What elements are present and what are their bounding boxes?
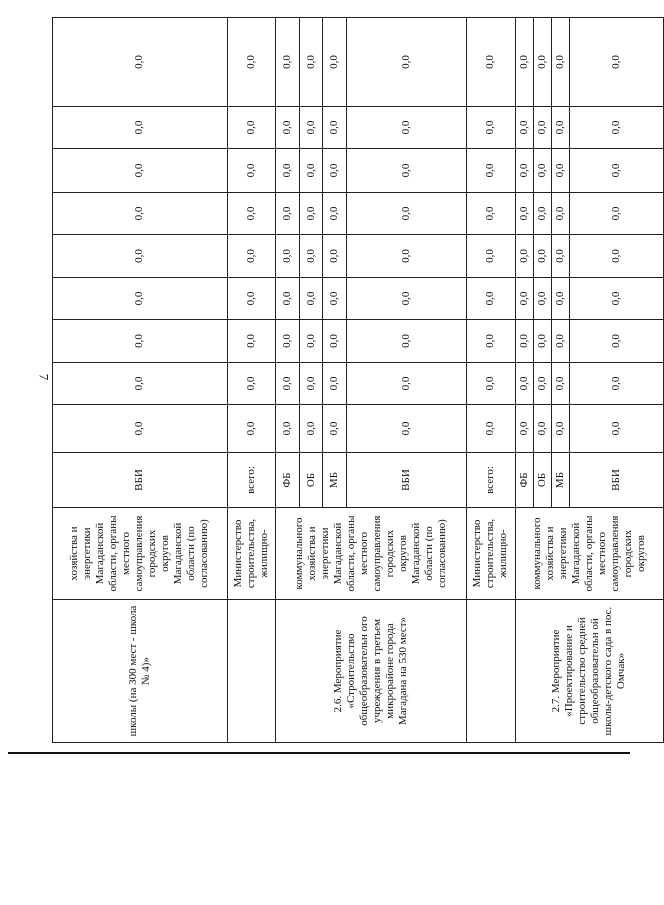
value-cell: 0,0	[570, 149, 664, 193]
value-cell: 0,0	[515, 107, 533, 149]
value-cell: 0,0	[570, 235, 664, 278]
value-cell: 0,0	[346, 18, 466, 107]
value-cell: 0,0	[346, 278, 466, 320]
value-cell: 0,0	[515, 363, 533, 405]
executor-cell: коммунального хозяйства и энергетики Магаданской области, органы местного самоуправления городских округов Магаданской области (по согласованию)	[276, 508, 467, 600]
funding-source-cell: ВБИ	[53, 453, 228, 508]
value-cell: 0,0	[227, 149, 276, 193]
table-row	[515, 18, 533, 743]
empty-cell	[227, 600, 276, 743]
value-cell: 0,0	[346, 149, 466, 193]
value-cell: 0,0	[346, 363, 466, 405]
value-cell: 0,0	[346, 320, 466, 363]
value-cell: 0,0	[515, 278, 533, 320]
value-cell: 0,0	[323, 278, 346, 320]
value-cell: 0,0	[570, 320, 664, 363]
value-cell: 0,0	[276, 320, 299, 363]
value-cell: 0,0	[227, 18, 276, 107]
funding-source-cell: ВБИ	[570, 453, 664, 508]
financing-table	[52, 17, 664, 743]
value-cell: 0,0	[53, 363, 228, 405]
value-cell: 0,0	[346, 193, 466, 235]
executor-cell: Министерство строительства, жилищно-	[467, 508, 516, 600]
value-cell: 0,0	[276, 235, 299, 278]
value-cell: 0,0	[467, 193, 516, 235]
value-cell: 0,0	[552, 320, 570, 363]
table-row	[227, 18, 276, 743]
value-cell: 0,0	[533, 405, 551, 453]
value-cell: 0,0	[552, 405, 570, 453]
value-cell: 0,0	[533, 363, 551, 405]
executor-cell: Министерство строительства, жилищно-	[227, 508, 276, 600]
value-cell: 0,0	[53, 235, 228, 278]
value-cell: 0,0	[533, 18, 551, 107]
value-cell: 0,0	[552, 149, 570, 193]
value-cell: 0,0	[552, 363, 570, 405]
value-cell: 0,0	[276, 405, 299, 453]
value-cell: 0,0	[299, 149, 322, 193]
page-number: 7	[36, 373, 52, 381]
funding-source-cell: ОБ	[299, 453, 322, 508]
table-row	[467, 18, 516, 743]
value-cell: 0,0	[227, 405, 276, 453]
value-cell: 0,0	[299, 320, 322, 363]
value-cell: 0,0	[53, 18, 228, 107]
value-cell: 0,0	[276, 363, 299, 405]
value-cell: 0,0	[323, 107, 346, 149]
measure-cell: школы (на 300 мест - школа № 4)»	[53, 600, 228, 743]
value-cell: 0,0	[346, 405, 466, 453]
value-cell: 0,0	[533, 107, 551, 149]
executor-cell: коммунального хозяйства и энергетики Магаданской области, органы местного самоуправления городских округов	[515, 508, 663, 600]
value-cell: 0,0	[515, 320, 533, 363]
value-cell: 0,0	[552, 107, 570, 149]
funding-source-cell: всего:	[227, 453, 276, 508]
value-cell: 0,0	[276, 107, 299, 149]
rotated-table-page	[52, 18, 664, 743]
value-cell: 0,0	[467, 320, 516, 363]
value-cell: 0,0	[533, 149, 551, 193]
value-cell: 0,0	[467, 149, 516, 193]
value-cell: 0,0	[533, 320, 551, 363]
value-cell: 0,0	[323, 149, 346, 193]
funding-source-cell: МБ	[552, 453, 570, 508]
value-cell: 0,0	[552, 193, 570, 235]
value-cell: 0,0	[323, 405, 346, 453]
value-cell: 0,0	[53, 405, 228, 453]
value-cell: 0,0	[533, 278, 551, 320]
value-cell: 0,0	[570, 405, 664, 453]
funding-source-cell: ВБИ	[346, 453, 466, 508]
value-cell: 0,0	[276, 193, 299, 235]
value-cell: 0,0	[276, 149, 299, 193]
value-cell: 0,0	[570, 278, 664, 320]
value-cell: 0,0	[299, 107, 322, 149]
value-cell: 0,0	[533, 235, 551, 278]
value-cell: 0,0	[227, 193, 276, 235]
value-cell: 0,0	[552, 18, 570, 107]
measure-cell: 2.7. Мероприятие «Проектирование и строительство средней общеобразовательн ой школы-детского сада в пос. Омчак»	[515, 600, 663, 743]
value-cell: 0,0	[570, 193, 664, 235]
value-cell: 0,0	[227, 363, 276, 405]
value-cell: 0,0	[467, 278, 516, 320]
value-cell: 0,0	[299, 405, 322, 453]
value-cell: 0,0	[53, 149, 228, 193]
value-cell: 0,0	[346, 235, 466, 278]
value-cell: 0,0	[515, 149, 533, 193]
value-cell: 0,0	[552, 278, 570, 320]
page-divider-line	[8, 752, 630, 754]
value-cell: 0,0	[323, 363, 346, 405]
measure-cell: 2.6. Мероприятие «Строительство общеобразовательн ого учреждения в третьем микрорайоне города Магадана на 530 мест»	[276, 600, 467, 743]
value-cell: 0,0	[467, 18, 516, 107]
funding-source-cell: МБ	[323, 453, 346, 508]
value-cell: 0,0	[53, 320, 228, 363]
value-cell: 0,0	[299, 193, 322, 235]
value-cell: 0,0	[323, 193, 346, 235]
value-cell: 0,0	[227, 320, 276, 363]
value-cell: 0,0	[467, 107, 516, 149]
value-cell: 0,0	[323, 235, 346, 278]
value-cell: 0,0	[53, 278, 228, 320]
value-cell: 0,0	[276, 278, 299, 320]
value-cell: 0,0	[53, 107, 228, 149]
value-cell: 0,0	[515, 193, 533, 235]
value-cell: 0,0	[323, 18, 346, 107]
value-cell: 0,0	[533, 193, 551, 235]
value-cell: 0,0	[467, 235, 516, 278]
table-row	[53, 18, 228, 743]
table-row	[276, 18, 299, 743]
value-cell: 0,0	[570, 18, 664, 107]
value-cell: 0,0	[276, 18, 299, 107]
value-cell: 0,0	[467, 405, 516, 453]
value-cell: 0,0	[299, 235, 322, 278]
funding-source-cell: ФБ	[515, 453, 533, 508]
value-cell: 0,0	[299, 278, 322, 320]
value-cell: 0,0	[552, 235, 570, 278]
value-cell: 0,0	[227, 107, 276, 149]
value-cell: 0,0	[515, 235, 533, 278]
value-cell: 0,0	[515, 405, 533, 453]
value-cell: 0,0	[467, 363, 516, 405]
value-cell: 0,0	[299, 363, 322, 405]
value-cell: 0,0	[570, 363, 664, 405]
value-cell: 0,0	[299, 18, 322, 107]
funding-source-cell: ФБ	[276, 453, 299, 508]
executor-cell: хозяйства и энергетики Магаданской области, органы местного самоуправления городских округов Магаданской области (по согласованию)	[53, 508, 228, 600]
value-cell: 0,0	[227, 235, 276, 278]
funding-source-cell: всего:	[467, 453, 516, 508]
value-cell: 0,0	[53, 193, 228, 235]
value-cell: 0,0	[346, 107, 466, 149]
value-cell: 0,0	[323, 320, 346, 363]
value-cell: 0,0	[227, 278, 276, 320]
empty-cell	[467, 600, 516, 743]
value-cell: 0,0	[570, 107, 664, 149]
value-cell: 0,0	[515, 18, 533, 107]
funding-source-cell: ОБ	[533, 453, 551, 508]
